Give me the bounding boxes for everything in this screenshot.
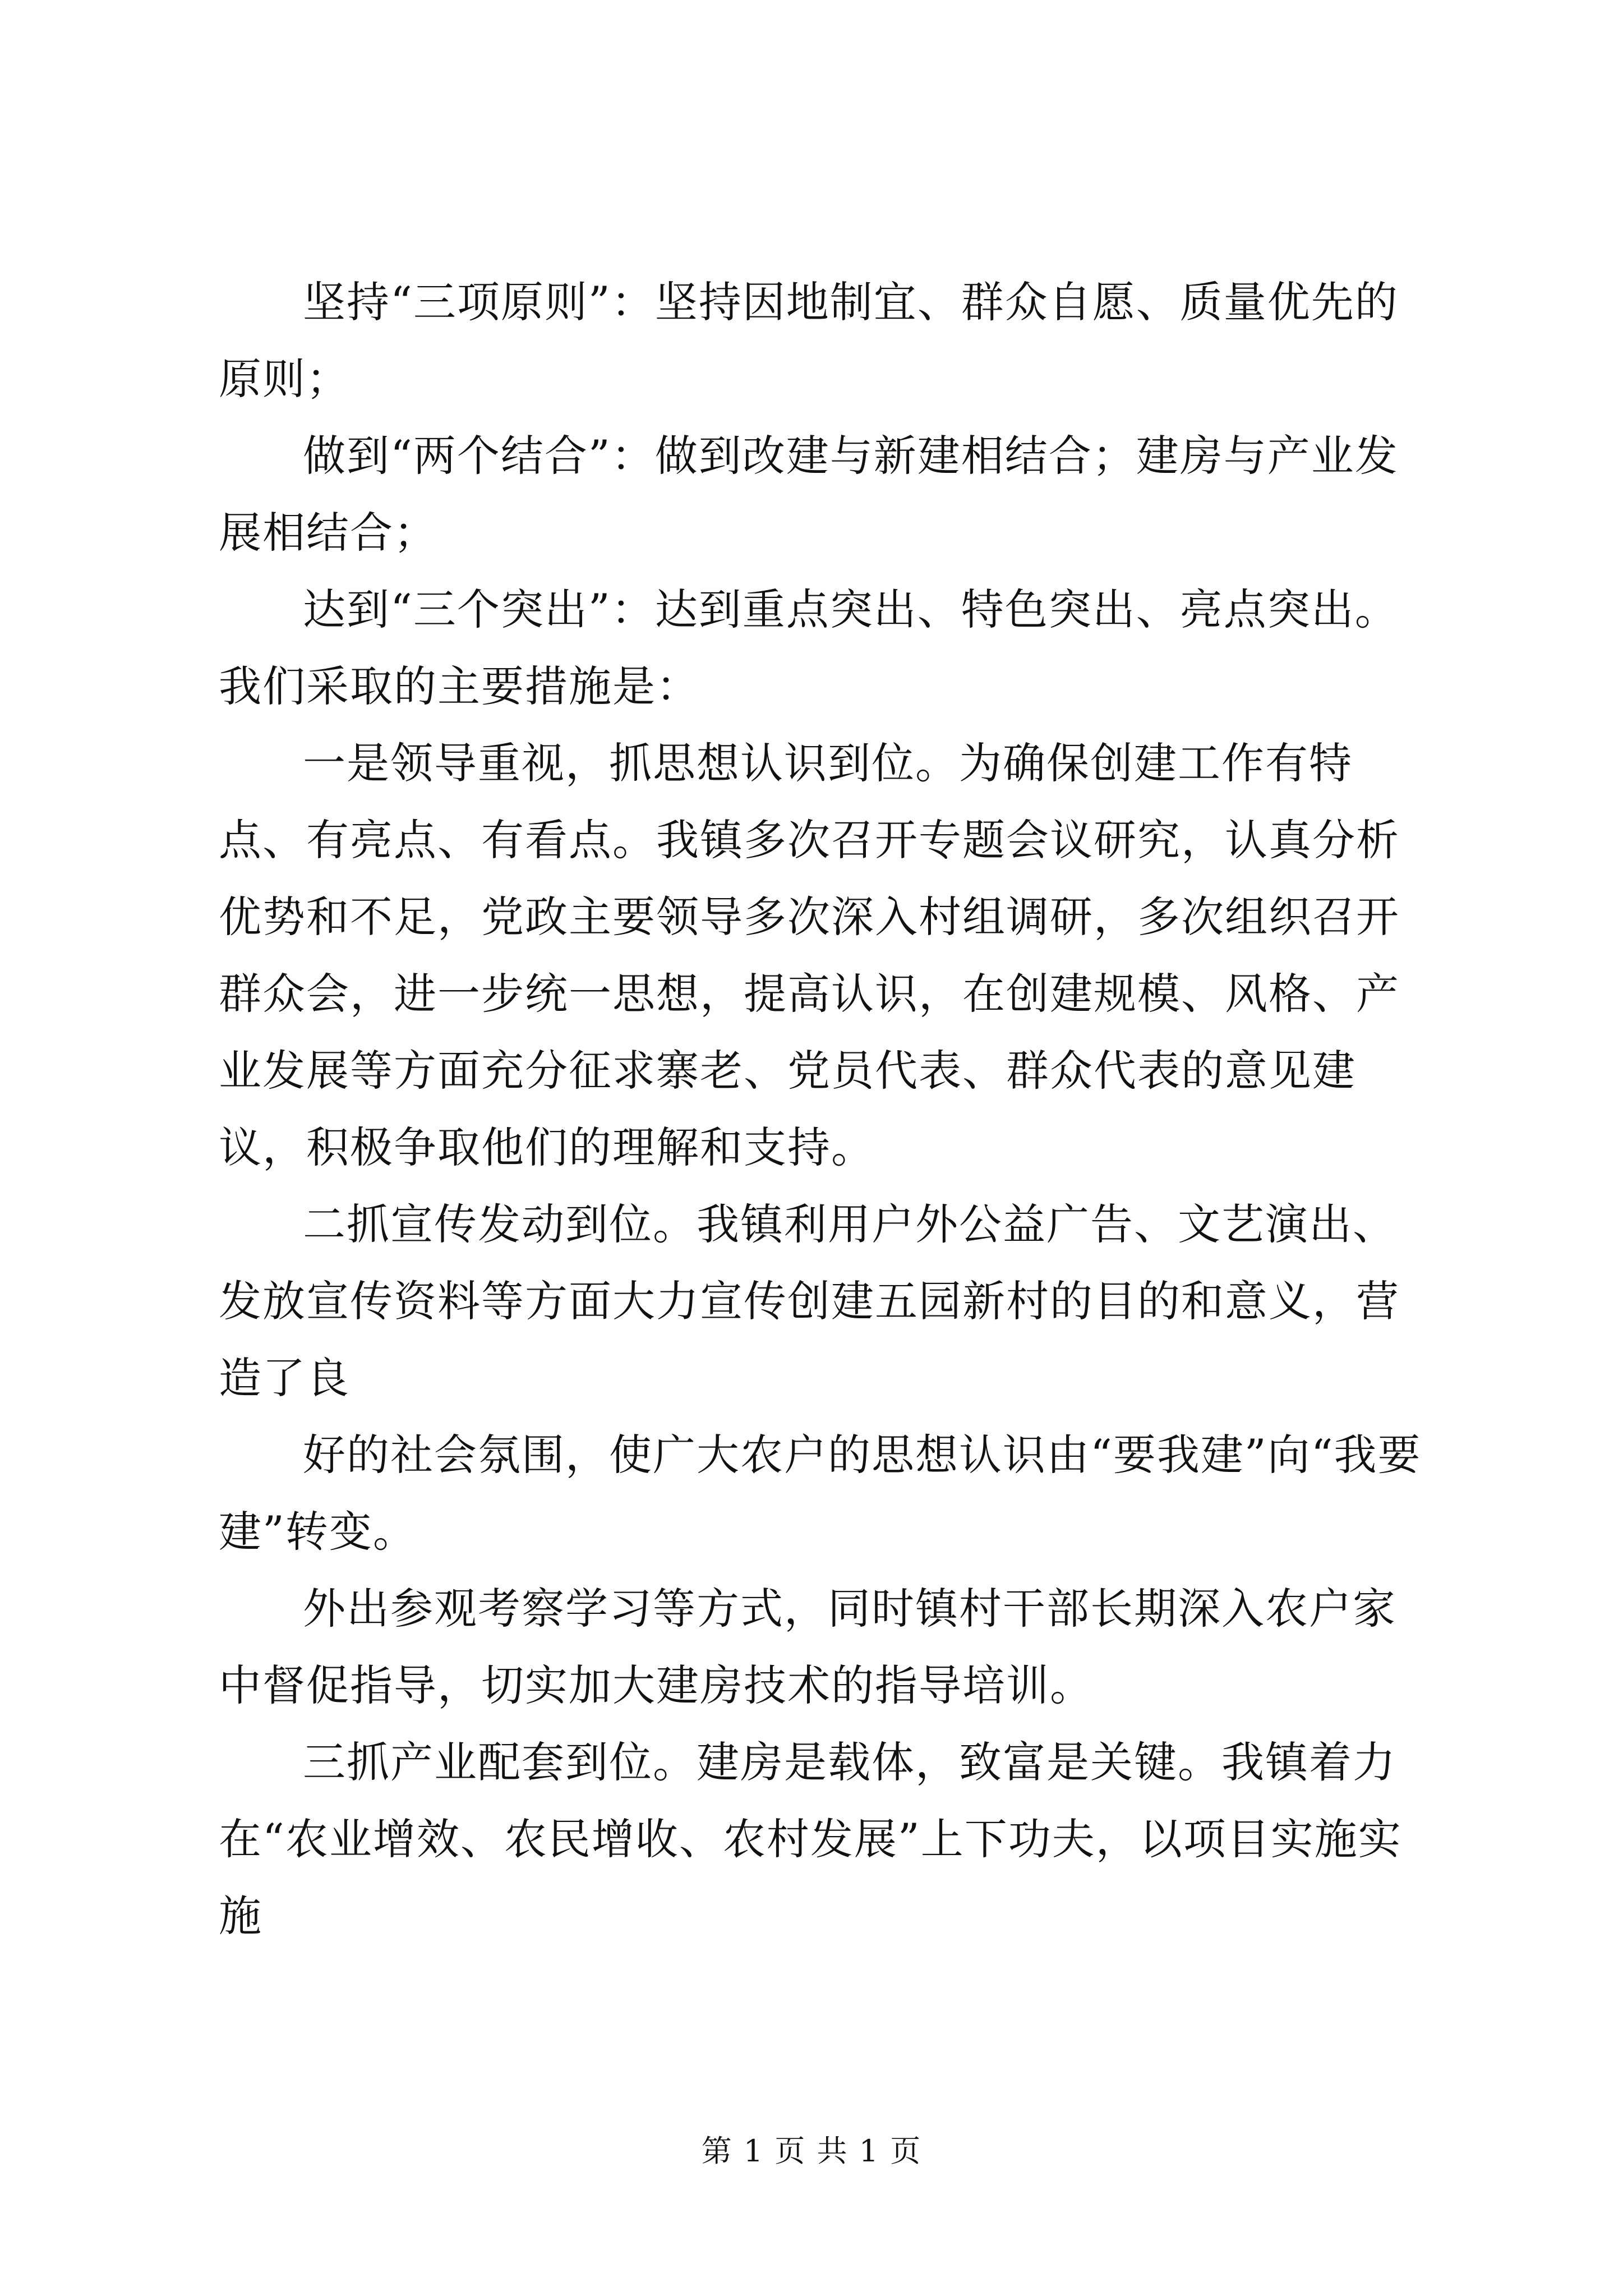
paragraph-measure-one: 一是领导重视，抓思想认识到位。为确保创建工作有特点、有亮点、有看点。我镇多次召开专题会议研究，认真分析优势和不足，党政主要领导多次深入村组调研，多次组织召开群众会，进一步统一思想，提高认识，在创建规模、风格、产业发展等方面充分征求寨老、党员代表、群众代表的意见建议，积极争取他们的理解和支持。 — [219, 738, 1400, 1172]
paragraph-main-measures-intro: 我们采取的主要措施是： — [219, 661, 700, 711]
paragraph-three-principles: 坚持“三项原则”：坚持因地制宜、群众自愿、质量优先的原则； — [219, 277, 1399, 404]
paragraph-measure-two-continued: 好的社会氛围，使广大农户的思想认识由“要我建”向“我要建”转变。 — [219, 1430, 1422, 1557]
paragraph-measure-two: 二抓宣传发动到位。我镇利用户外公益广告、文艺演出、发放宣传资料等方面大力宣传创建五园新村的目的和意义，营造了良 — [219, 1199, 1400, 1403]
paragraph-three-highlights: 达到“三个突出”：达到重点突出、特色突出、亮点突出。 — [303, 585, 1399, 634]
document-body — [219, 264, 1424, 1954]
page-footer: 第 1 页 共 1 页 — [701, 2133, 922, 2169]
paragraph-study-tours: 外出参观考察学习等方式，同时镇村干部长期深入农户家中督促指导，切实加大建房技术的指导培训。 — [219, 1584, 1396, 1710]
paragraph-two-combinations: 做到“两个结合”：做到改建与新建相结合；建房与产业发展相结合； — [219, 431, 1399, 558]
paragraph-measure-three: 三抓产业配套到位。建房是载体，致富是关键。我镇着力在“农业增效、农民增收、农村发展”上下功夫，以项目实施实施 — [219, 1737, 1402, 1941]
